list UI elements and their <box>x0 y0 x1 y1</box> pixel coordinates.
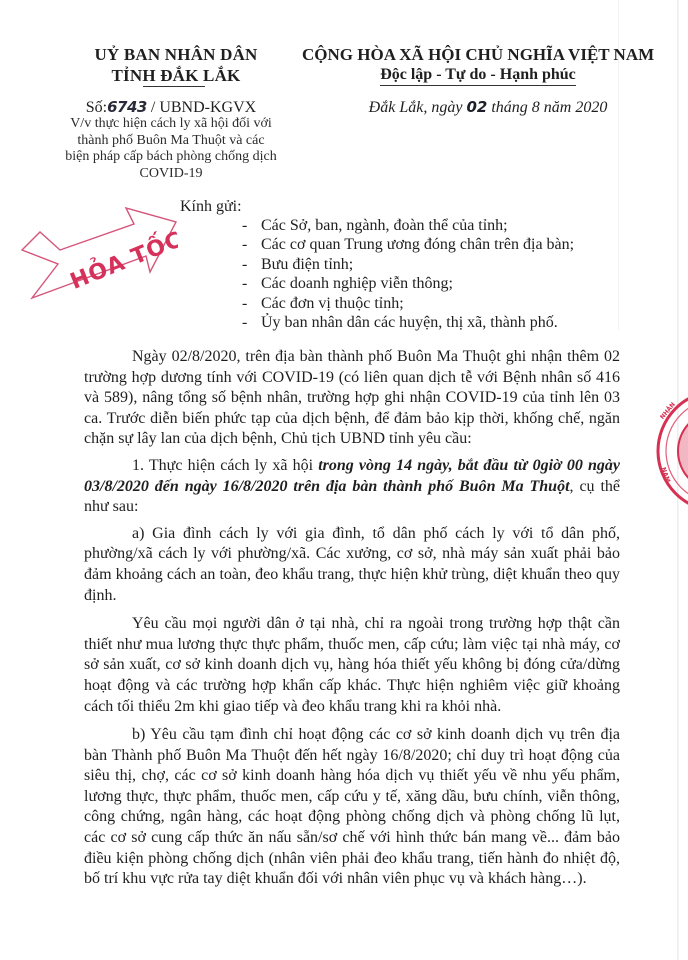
urgent-stamp <box>18 198 178 300</box>
round-seal-icon <box>652 388 688 514</box>
directive-item-b: b) Yêu cầu tạm đình chỉ hoạt động các cơ sở kinh doanh dịch vụ trên địa bàn Thành phố Buôn Ma Thuột đến hết ngày 16/8/2020; chỉ duy trì hoạt động của siêu thị, chợ, các cơ sở kinh doanh hàng hóa dịch vụ thiết yếu về nhu yếu phẩm, lương thực, thực phẩm, thuốc men, cấp cứu y tế, xăng dầu, bưu chính, viễn thông, công chứng, ngân hàng, các hoạt động phòng chống dịch và phòng chống lũ lụt, các cơ sở cung cấp thức ăn nấu sẵn/sơ chế với hình thức bán mang về... đảm bảo điều kiện phòng chống dịch (nhân viên phải đeo khẩu trang, tiến hành đo nhiệt độ, bố trí khu vực rửa tay diệt khuẩn đối với nhân viên phục vụ và khách hàng…). <box>84 726 620 888</box>
subject-line: thành phố Buôn Ma Thuột và các <box>77 132 265 148</box>
document-number <box>40 97 302 118</box>
recipient-item: - Bưu điện tỉnh; <box>242 255 354 273</box>
national-header <box>302 44 654 86</box>
doc-number-suffix: / UBND-KGVX <box>150 99 257 116</box>
directive-item-1: 1. Thực hiện cách ly xã hội trong vòng 14 ngày, bắt đầu từ 0giờ 00 ngày 03/8/2020 đến ngày 16/8/2020 trên địa bàn thành phố Buôn Ma Thuột, cụ thể như sau: <box>84 456 620 516</box>
document-body <box>84 347 620 898</box>
directive-item-a-continued: Yêu cầu mọi người dân ở tại nhà, chỉ ra ngoài trong trường hợp thật cần thiết như mua lương thực thực phẩm, thuốc men, cấp cứu; làm việc tại nhà máy, cơ sở sản xuất, cơ sở kinh doanh dịch vụ, hàng hóa thiết yếu không bị đóng cửa/dừng hoạt động và các trường hợp khẩn cấp khác. Thực hiện nghiêm việc giữ khoảng cách tối thiểu 2m khi giao tiếp và đeo khẩu trang khi ra khỏi nhà. <box>84 615 620 715</box>
official-seal <box>652 388 688 514</box>
stamp-text: HỎA TỐC <box>66 227 178 295</box>
doc-number-handwritten: 6743 <box>107 98 147 116</box>
recipient-item: - Các cơ quan Trung ương đóng chân trên địa bàn; <box>242 236 575 254</box>
date-prefix: Đắk Lắk, ngày <box>368 99 467 116</box>
subject-line: V/v thực hiện cách ly xã hội đối với <box>70 116 272 131</box>
document-subject <box>40 116 302 182</box>
national-motto: Độc lập - Tự do - Hạnh phúc <box>380 65 576 86</box>
recipient-item: - Các đơn vị thuộc tỉnh; <box>242 294 404 312</box>
svg-text:NHÂN: NHÂN <box>658 401 677 421</box>
recipients-label: Kính gửi: <box>180 198 242 215</box>
recipient-item: - Các Sở, ban, ngành, đoàn thể của tỉnh; <box>242 217 508 234</box>
directive-item-a: a) Gia đình cách ly với gia đình, tổ dân phố cách ly với tổ dân phố, phường/xã cách ly với phường/xã. Các xưởng, cơ sở, nhà máy sản xuất phải bảo đảm khoảng cách an toàn, đeo khẩu trang, thực hiện khử trùng, diệt khuẩn theo quy định. <box>84 524 620 604</box>
issuing-agency <box>66 44 286 87</box>
date-suffix: tháng 8 năm 2020 <box>487 99 608 116</box>
date-day-handwritten: 02 <box>466 98 488 116</box>
nation-title: CỘNG HÒA XÃ HỘI CHỦ NGHĨA VIỆT NAM <box>302 45 655 64</box>
subject-line: biện pháp cấp bách phòng chống dịch <box>65 149 277 164</box>
quarantine-period-emphasis: trong vòng 14 ngày, bắt đầu từ 0giờ 00 ngày 03/8/2020 đến ngày 16/8/2020 trên địa bàn thành phố Buôn Ma Thuột <box>84 456 620 495</box>
agency-line-2: TỈNH ĐẮK LẮK <box>111 66 241 85</box>
recipient-item: - Ủy ban nhân dân các huyện, thị xã, thành phố. <box>242 314 558 332</box>
urgent-arrow-stamp-icon <box>18 198 178 300</box>
intro-paragraph: Ngày 02/8/2020, trên địa bàn thành phố Buôn Ma Thuột ghi nhận thêm 02 trường hợp dương tính với COVID-19 (có liên quan dịch tễ với Bệnh nhân số 416 và 589), nâng tổng số bệnh nhân, trường hợp ghi nhận COVID-19 của tỉnh lên 03 ca. Trước diễn biến phức tạp của dịch bệnh, để đảm bảo kịp thời, khống chế, ngăn chặn sự lây lan của dịch bệnh, Chủ tịch UBND tỉnh yêu cầu: <box>84 348 620 448</box>
svg-text:NAM: NAM <box>659 466 672 484</box>
agency-underline <box>143 86 205 87</box>
agency-line-1: UỶ BAN NHÂN DÂN <box>94 45 258 64</box>
recipient-list <box>238 216 574 332</box>
doc-number-prefix: Số: <box>85 99 108 116</box>
place-and-date <box>318 97 658 118</box>
subject-line: COVID-19 <box>139 165 203 181</box>
recipient-item: - Các doanh nghiệp viễn thông; <box>242 275 453 293</box>
